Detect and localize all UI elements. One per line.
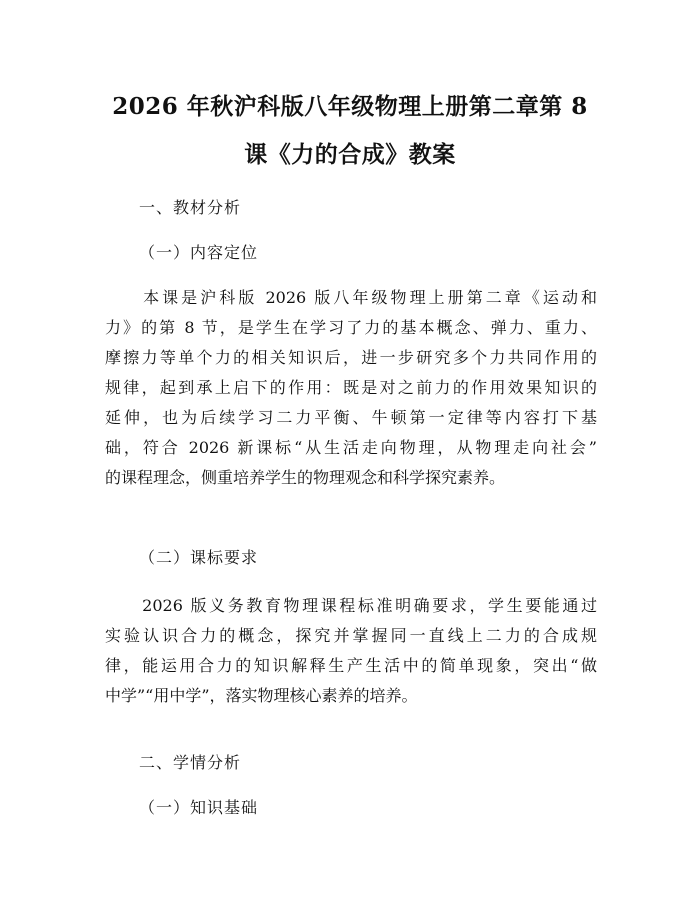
paragraph-line: 本课是沪科版 2026 版八年级物理上册第二章《运动和 — [105, 288, 597, 307]
paragraph-line: 2026 版义务教育物理课程标准明确要求，学生要能通过 — [105, 596, 597, 615]
subsection-heading-knowledge-basis: （一）知识基础 — [139, 798, 259, 817]
paragraph-line: 律，能运用合力的知识解释生产生活中的简单现象，突出“做 — [105, 656, 597, 675]
paragraph-content-positioning — [105, 283, 597, 493]
document-title-line-1: 2026 年秋沪科版八年级物理上册第二章第 8 — [112, 93, 588, 120]
paragraph-line: 摩擦力等单个力的相关知识后，进一步研究多个力共同作用的 — [105, 348, 597, 367]
paragraph-line: 中学”“用中学”，落实物理核心素养的培养。 — [105, 686, 418, 705]
paragraph-curriculum-requirements — [105, 591, 597, 711]
paragraph-line: 的课程理念，侧重培养学生的物理观念和科学探究素养。 — [105, 468, 506, 487]
paragraph-line: 实验认识合力的概念，探究并掌握同一直线上二力的合成规 — [105, 626, 597, 645]
section-heading-textbook-analysis: 一、教材分析 — [139, 198, 242, 217]
paragraph-line: 规律，起到承上启下的作用：既是对之前力的作用效果知识的 — [105, 378, 597, 397]
subsection-heading-curriculum-requirements: （二）课标要求 — [139, 548, 259, 567]
paragraph-line: 础，符合 2026 新课标“从生活走向物理，从物理走向社会” — [105, 438, 597, 457]
section-heading-learner-analysis: 二、学情分析 — [139, 753, 242, 772]
subsection-heading-content-positioning: （一）内容定位 — [139, 243, 259, 262]
paragraph-line: 延伸，也为后续学习二力平衡、牛顿第一定律等内容打下基 — [105, 408, 597, 427]
document-title-line-2: 课《力的合成》教案 — [244, 141, 456, 168]
paragraph-line: 力》的第 8 节，是学生在学习了力的基本概念、弹力、重力、 — [105, 318, 597, 337]
